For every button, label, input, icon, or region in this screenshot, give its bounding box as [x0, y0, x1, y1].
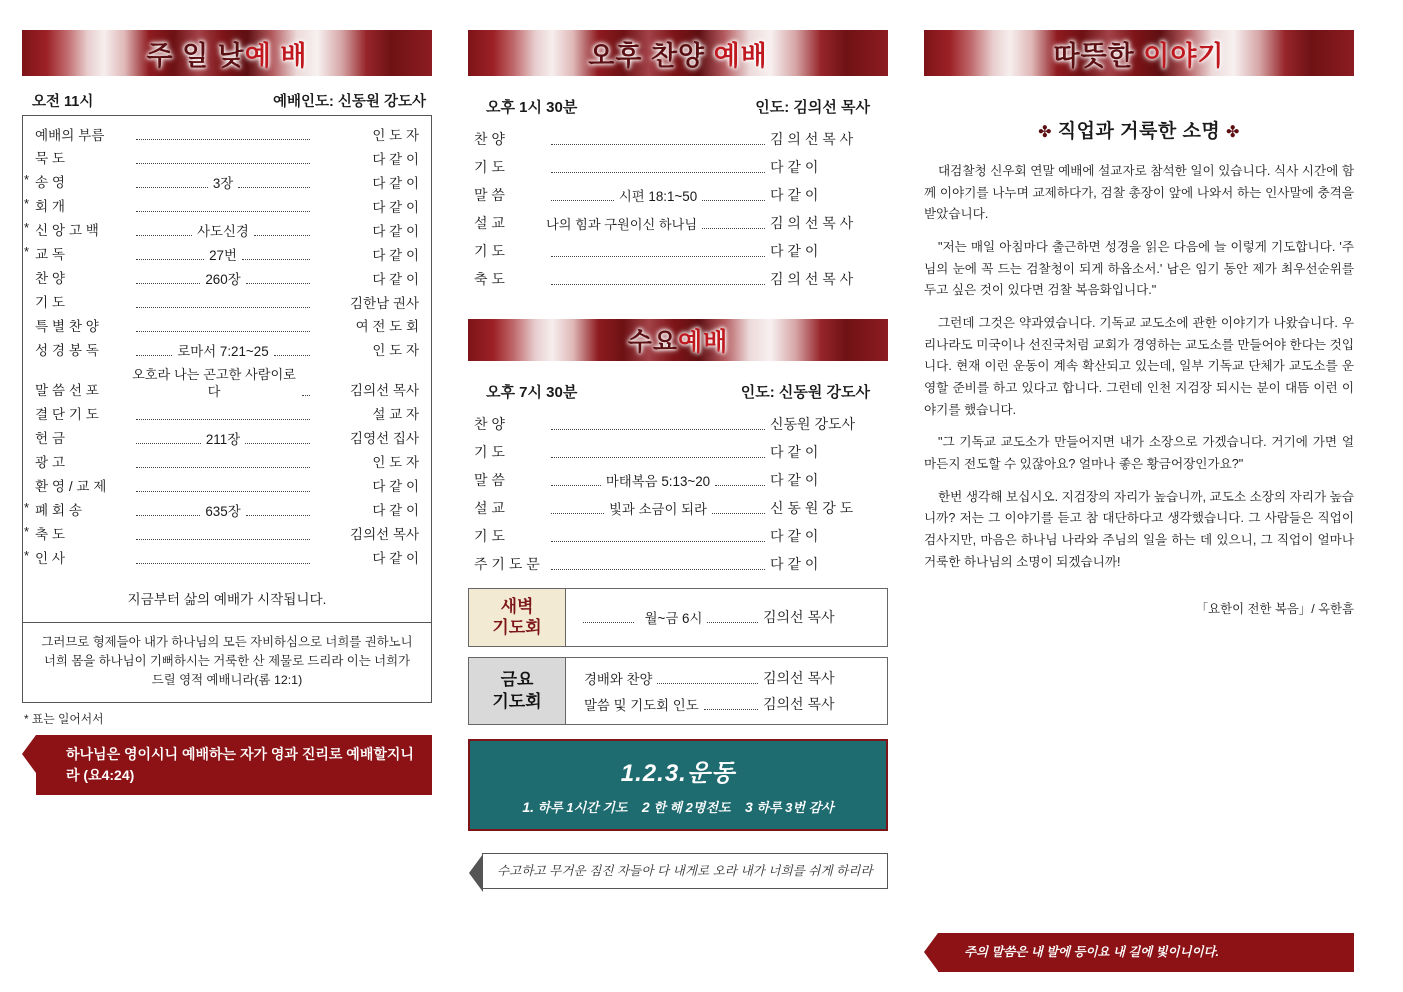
- order-who: 김 의 선 목 사: [770, 131, 854, 147]
- campaign-items: [480, 797, 876, 816]
- order-label: * 송 영: [35, 175, 66, 191]
- friday-tag-line1: 금요: [500, 670, 534, 690]
- afternoon-header: [468, 90, 888, 125]
- order-who: 김 의 선 목 사: [770, 271, 854, 287]
- order-row: [33, 196, 421, 220]
- afternoon-order-list: [468, 125, 888, 293]
- wednesday-time: 오후 7시 30분: [486, 384, 578, 401]
- order-row: [468, 153, 888, 181]
- order-row: [33, 148, 421, 172]
- order-who: 다 같 이: [372, 175, 419, 191]
- order-label: 성 경 봉 독: [35, 343, 99, 359]
- order-center: 3장: [212, 175, 234, 191]
- order-row: [468, 209, 888, 237]
- order-row: [468, 125, 888, 153]
- order-row: [33, 220, 421, 244]
- order-label: * 교 독: [35, 247, 66, 263]
- wednesday-leader: 인도: 신동원 강도사: [740, 384, 870, 401]
- order-who: 다 같 이: [770, 472, 819, 488]
- friday-who: 김의선 목사: [763, 695, 835, 712]
- dawn-prayer-body: [566, 589, 887, 646]
- order-label: 말 씀: [474, 187, 505, 203]
- order-row: [33, 364, 421, 404]
- wednesday-order-list: [468, 410, 888, 578]
- order-center: 27번: [209, 247, 237, 263]
- order-center: 로마서 7:21~25: [177, 343, 269, 359]
- banner-warm-story: [924, 30, 1354, 76]
- banner-title-part2: 예 배: [244, 40, 308, 71]
- service-header: [22, 90, 432, 115]
- order-label: 찬 양: [474, 416, 505, 432]
- order-row: [33, 452, 421, 476]
- ribbon-left: 하나님은 영이시니 예배하는 자가 영과 진리로 예배할지니라 (요4:24): [36, 735, 432, 795]
- afternoon-time: 오후 1시 30분: [486, 99, 578, 116]
- order-center: 260장: [205, 271, 241, 287]
- order-row: [574, 604, 879, 630]
- ribbon-right: 주의 말씀은 내 발에 등이요 내 길에 빛이니이다.: [938, 933, 1354, 972]
- order-row: [574, 691, 879, 717]
- order-label: 환 영 / 교 제: [35, 479, 107, 495]
- ribbon-mid: 수고하고 무거운 짐진 자들아 다 내게로 오라 내가 너희를 쉬게 하리라: [482, 853, 888, 890]
- flower-right-icon: ✤: [1225, 124, 1240, 141]
- order-who: 김한남 권사: [350, 295, 419, 311]
- order-label: 예배의 부름: [35, 127, 105, 143]
- banner-title-part1: 따뜻한: [1053, 40, 1135, 71]
- story-body: [924, 161, 1354, 617]
- order-who: 다 같 이: [770, 444, 819, 460]
- order-label: * 회 개: [35, 199, 66, 215]
- order-label: 설 교: [474, 215, 505, 231]
- service-time: 오전 11시: [32, 94, 94, 110]
- column-afternoon-wednesday: [468, 30, 888, 980]
- flower-left-icon: ✤: [1038, 124, 1053, 141]
- order-who: 다 같 이: [770, 187, 819, 203]
- order-label: 찬 양: [35, 271, 66, 287]
- dawn-tag-line1: 새벽: [500, 597, 534, 616]
- order-label: * 축 도: [35, 527, 66, 543]
- order-label: 기 도: [474, 444, 505, 460]
- banner-title-part2: 예배: [678, 328, 729, 356]
- order-row: [468, 494, 888, 522]
- order-who: 설 교 자: [372, 407, 419, 423]
- order-row: [468, 410, 888, 438]
- order-row: [33, 340, 421, 364]
- story-paragraph: "저는 매일 아침마다 출근하면 성경을 읽은 다음에 늘 이렇게 기도합니다. '주님의 눈에 꼭 드는 검찰청이 되게 하옵소서.' 남은 임기 동안 제가 최우선순위를 두고 싶은 것이 있다면 검찰 복음화입니다.": [924, 239, 1354, 298]
- order-who: 여 전 도 회: [355, 319, 419, 335]
- order-row: [468, 522, 888, 550]
- order-who: 다 같 이: [372, 271, 419, 287]
- order-label: 특 별 찬 양: [35, 319, 99, 335]
- banner-afternoon-praise: [468, 30, 888, 76]
- friday-item: 말씀 및 기도회 인도: [584, 697, 699, 713]
- order-center: 211장: [205, 431, 241, 447]
- order-label: 말 씀 선 포: [35, 383, 99, 399]
- order-row: [33, 548, 421, 572]
- order-who: 다 같 이: [372, 551, 419, 567]
- banner-wednesday-service: [468, 319, 888, 361]
- dawn-time: 월~금 6시: [644, 611, 703, 627]
- order-label: 헌 금: [35, 431, 66, 447]
- order-row: [33, 244, 421, 268]
- closing-note: 지금부터 삶의 예배가 시작됩니다.: [127, 591, 327, 607]
- order-label: 결 단 기 도: [35, 407, 99, 423]
- banner-title-part1: 주 일 낮: [146, 40, 245, 71]
- order-row: [33, 404, 421, 428]
- order-label: 주 기 도 문: [474, 556, 540, 572]
- order-who: 김의선 목사: [350, 383, 419, 399]
- story-title: 직업과 거룩한 소명: [1057, 121, 1221, 142]
- order-label: 기 도: [474, 243, 505, 259]
- order-center: 빛과 소금이 되라: [609, 502, 707, 517]
- order-row: [468, 265, 888, 293]
- afternoon-leader: 인도: 김의선 목사: [755, 99, 870, 116]
- order-who: 다 같 이: [770, 243, 819, 259]
- order-label: 말 씀: [474, 472, 505, 488]
- order-who: 다 같 이: [770, 556, 819, 572]
- campaign-num-2: 2: [641, 798, 650, 815]
- order-who: 신동원 강도사: [770, 416, 856, 432]
- campaign-text-2: 한 해 2명전도: [653, 799, 731, 815]
- order-label: 설 교: [474, 500, 505, 516]
- friday-tag-line2: 기도회: [492, 691, 542, 711]
- order-label: 묵 도: [35, 151, 66, 167]
- friday-who: 김의선 목사: [763, 669, 835, 686]
- order-who: 신 동 원 강 도: [770, 500, 854, 516]
- friday-prayer-body: [566, 658, 887, 724]
- order-row: [33, 476, 421, 500]
- order-label: 찬 양: [474, 131, 505, 147]
- dawn-tag-line2: 기도회: [492, 618, 542, 638]
- order-who: 인 도 자: [372, 455, 419, 471]
- banner-title-part1: 오후 찬양: [588, 40, 706, 71]
- standing-note: * 표는 일어서서: [24, 712, 104, 727]
- order-of-worship-box: [22, 115, 432, 623]
- campaign-text-3: 하루 3번 감사: [756, 799, 834, 815]
- story-paragraph: 그런데 그것은 약과였습니다. 기독교 교도소에 관한 이야기가 나왔습니다. 우리나라도 미국이나 선진국처럼 교회가 경영하는 교도소를 만들어야 한다는 것입니다. 현재 이런 운동이 계속 확산되고 있는데, 일부 기독교 단체가 교도소를 운영할 준비를 하고 있다고 합니다. 그런데 인천 지검장 되시는 분이 대뜸 이런 이야기를 했습니다.: [924, 315, 1354, 417]
- order-row: [468, 181, 888, 209]
- order-center: 635장: [205, 503, 241, 519]
- campaign-box: [468, 739, 888, 831]
- order-row: [468, 550, 888, 578]
- order-who: 다 같 이: [770, 159, 819, 175]
- story-paragraph: "그 기독교 교도소가 만들어지면 내가 소장으로 가겠습니다. 거기에 가면 얼마든지 전도할 수 있잖아요? 얼마나 좋은 황금어장인가요?": [924, 435, 1354, 471]
- order-who: 인 도 자: [372, 127, 419, 143]
- order-label: * 인 사: [35, 551, 66, 567]
- campaign-num-1: 1.: [522, 798, 534, 815]
- service-leader: 예배인도: 신동원 강도사: [273, 94, 426, 110]
- friday-prayer-tag: [469, 658, 566, 724]
- order-row: [33, 524, 421, 548]
- order-center: 오호라 나는 곤고한 사람이로다: [132, 367, 296, 399]
- dawn-prayer-box: [468, 588, 888, 647]
- order-label: * 폐 회 송: [35, 503, 82, 519]
- order-row: [33, 268, 421, 292]
- order-label: 축 도: [474, 271, 505, 287]
- order-who: 다 같 이: [372, 151, 419, 167]
- dot-leader: [136, 138, 310, 140]
- order-row: [468, 237, 888, 265]
- order-center: 마태복음 5:13~20: [605, 474, 711, 489]
- order-who: 다 같 이: [372, 479, 419, 495]
- dawn-who: 김의선 목사: [763, 609, 835, 626]
- order-who: 다 같 이: [372, 199, 419, 215]
- order-row: [468, 438, 888, 466]
- order-row: [33, 124, 421, 148]
- order-center: 나의 힘과 구원이신 하나님: [546, 216, 698, 232]
- dot-leader: [136, 162, 310, 164]
- order-who: 다 같 이: [372, 503, 419, 519]
- order-label: 광 고: [35, 455, 66, 471]
- friday-item: 경배와 찬양: [584, 671, 653, 687]
- banner-sunday-service: [22, 30, 432, 76]
- verse-box: 그러므로 형제들아 내가 하나님의 모든 자비하심으로 너희를 권하노니 너희 몸을 하나님이 기뻐하시는 거룩한 산 제물로 드리라 이는 너희가 드릴 영적 예배니라(롬 12:1): [22, 623, 432, 704]
- order-label: 기 도: [35, 295, 66, 311]
- order-label: 기 도: [474, 159, 505, 175]
- story-source: 「요한이 전한 복음」/ 옥한흠: [1195, 602, 1354, 617]
- order-center: 시편 18:1~50: [618, 189, 698, 204]
- campaign-num-3: 3: [745, 798, 753, 815]
- order-who: 김 의 선 목 사: [770, 215, 854, 231]
- order-who: 인 도 자: [372, 343, 419, 359]
- dawn-prayer-tag: [469, 589, 566, 646]
- order-row: [468, 466, 888, 494]
- order-row: [33, 428, 421, 452]
- story-paragraph: 대검찰청 신우회 연말 예배에 설교자로 참석한 일이 있습니다. 식사 시간에 함께 이야기를 나누며 교제하다가, 검찰 총장이 앞에 나와서 하는 인사말에 충격을 받았습니다.: [924, 164, 1354, 222]
- order-row: [33, 292, 421, 316]
- order-center: 사도신경: [197, 223, 249, 239]
- campaign-text-1: 하루 1시간 기도: [537, 799, 628, 815]
- order-who: 김영선 집사: [350, 431, 419, 447]
- order-who: 다 같 이: [770, 528, 819, 544]
- banner-title-part2: 이야기: [1134, 40, 1225, 71]
- banner-title-part2: 예배: [705, 40, 768, 71]
- order-row: [33, 172, 421, 196]
- story-title-row: [924, 90, 1354, 161]
- column-sunday-service: [22, 30, 432, 980]
- wednesday-header: [468, 375, 888, 410]
- order-label: 기 도: [474, 528, 505, 544]
- order-row: [574, 665, 879, 691]
- story-paragraph: 한번 생각해 보십시오. 지검장의 자리가 높습니까, 교도소 소장의 자리가 높습니까? 저는 그 이야기를 듣고 참 대단하다고 생각했습니다. 그 사람들은 직업이 검사지만, 마음은 하나님 나라와 주님의 일을 하는 데 있으니, 그 직업이 얼마나 거룩한 하나님의 소명이 되겠습니까!: [924, 489, 1354, 569]
- banner-title-part1: 수요: [627, 328, 678, 356]
- order-who: 김의선 목사: [350, 527, 419, 543]
- order-row: [33, 316, 421, 340]
- column-warm-story: [924, 30, 1354, 980]
- order-who: 다 같 이: [372, 247, 419, 263]
- order-label: * 신 앙 고 백: [35, 223, 99, 239]
- friday-prayer-box: [468, 657, 888, 725]
- order-row: [33, 500, 421, 524]
- campaign-title: 1.2.3.운동: [620, 759, 736, 787]
- order-who: 다 같 이: [372, 223, 419, 239]
